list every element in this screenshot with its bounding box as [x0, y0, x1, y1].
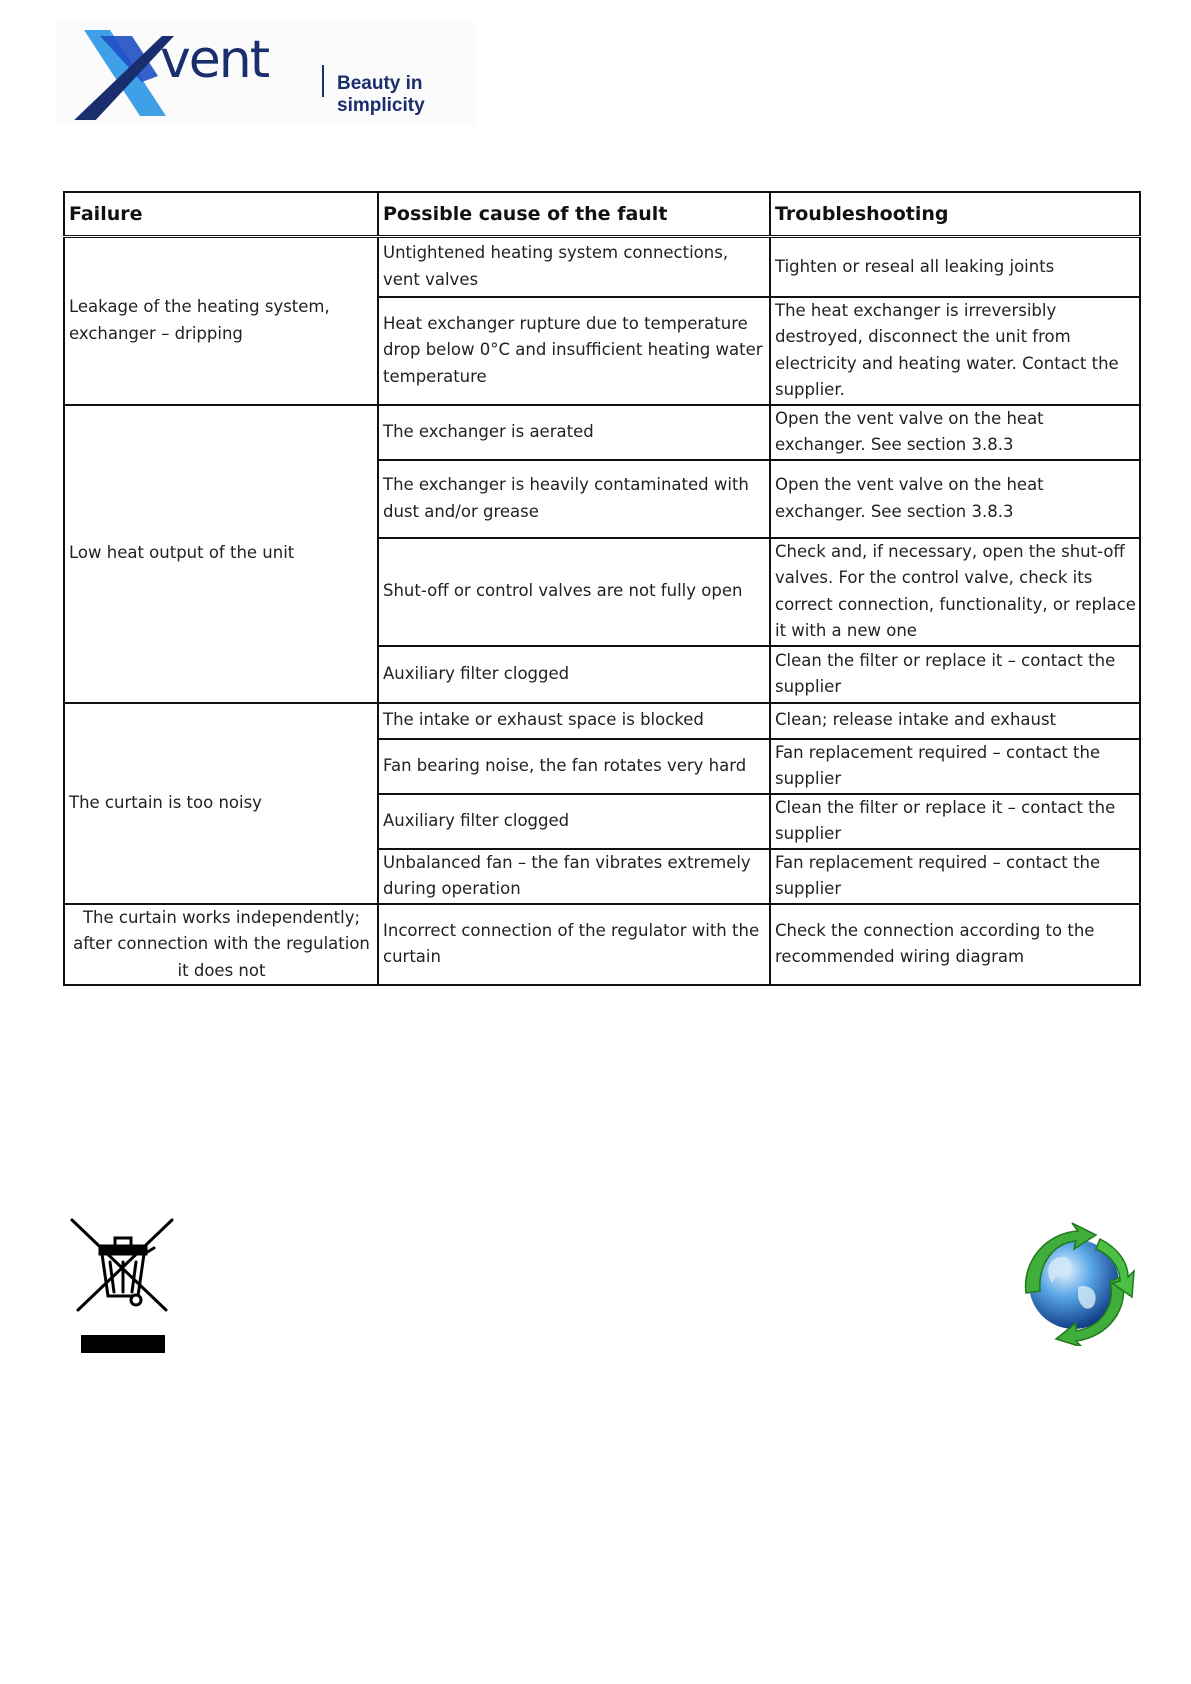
cause-cell: The exchanger is aerated	[378, 405, 770, 460]
failure-cell: The curtain works independently; after connection with the regulation it does not	[64, 904, 378, 986]
cause-cell: Untightened heating system connections, vent valves	[378, 237, 770, 297]
cause-cell: Auxiliary filter clogged	[378, 794, 770, 849]
logo-tagline: Beauty in simplicity	[337, 73, 425, 116]
fix-cell: Clean the filter or replace it – contact the supplier	[770, 794, 1140, 849]
fix-cell: Check and, if necessary, open the shut-off valves. For the control valve, check its correct connection, functionality, or replace it with a new one	[770, 538, 1140, 646]
fix-cell: Check the connection according to the recommended wiring diagram	[770, 904, 1140, 986]
fix-cell: Fan replacement required – contact the supplier	[770, 849, 1140, 904]
header-cause: Possible cause of the fault	[378, 192, 770, 237]
failure-cell: The curtain is too noisy	[64, 703, 378, 904]
fix-cell: Clean; release intake and exhaust	[770, 703, 1140, 739]
cause-cell: Shut-off or control valves are not fully open	[378, 538, 770, 646]
failure-cell: Low heat output of the unit	[64, 405, 378, 703]
cause-cell: Unbalanced fan – the fan vibrates extremely during operation	[378, 849, 770, 904]
fix-cell: Open the vent valve on the heat exchanger. See section 3.8.3	[770, 460, 1140, 538]
logo-separator	[322, 65, 324, 97]
crossed-out-wheelie-bin-icon	[70, 1218, 174, 1354]
logo-wordmark: vent	[160, 30, 269, 90]
table-header-row	[64, 192, 1140, 237]
cause-cell: Fan bearing noise, the fan rotates very hard	[378, 739, 770, 794]
header-failure: Failure	[64, 192, 378, 237]
cause-cell: Heat exchanger rupture due to temperature drop below 0°C and insufficient heating water temperature	[378, 297, 770, 405]
table-row	[64, 405, 1140, 460]
cause-cell: Incorrect connection of the regulator with the curtain	[378, 904, 770, 986]
fix-cell: Fan replacement required – contact the supplier	[770, 739, 1140, 794]
header-troubleshooting: Troubleshooting	[770, 192, 1140, 237]
recycling-globe-icon	[1012, 1221, 1137, 1346]
table-row	[64, 904, 1140, 986]
fix-cell: Open the vent valve on the heat exchanger. See section 3.8.3	[770, 405, 1140, 460]
brand-logo	[55, 20, 475, 125]
table-row	[64, 703, 1140, 739]
fix-cell: Tighten or reseal all leaking joints	[770, 237, 1140, 297]
table-row	[64, 237, 1140, 297]
troubleshooting-table	[63, 191, 1141, 986]
failure-cell: Leakage of the heating system, exchanger – dripping	[64, 237, 378, 405]
cause-cell: The intake or exhaust space is blocked	[378, 703, 770, 739]
cause-cell: Auxiliary filter clogged	[378, 646, 770, 703]
fix-cell: Clean the filter or replace it – contact the supplier	[770, 646, 1140, 703]
cause-cell: The exchanger is heavily contaminated with dust and/or grease	[378, 460, 770, 538]
fix-cell: The heat exchanger is irreversibly destroyed, disconnect the unit from electricity and heating water. Contact the supplier.	[770, 297, 1140, 405]
